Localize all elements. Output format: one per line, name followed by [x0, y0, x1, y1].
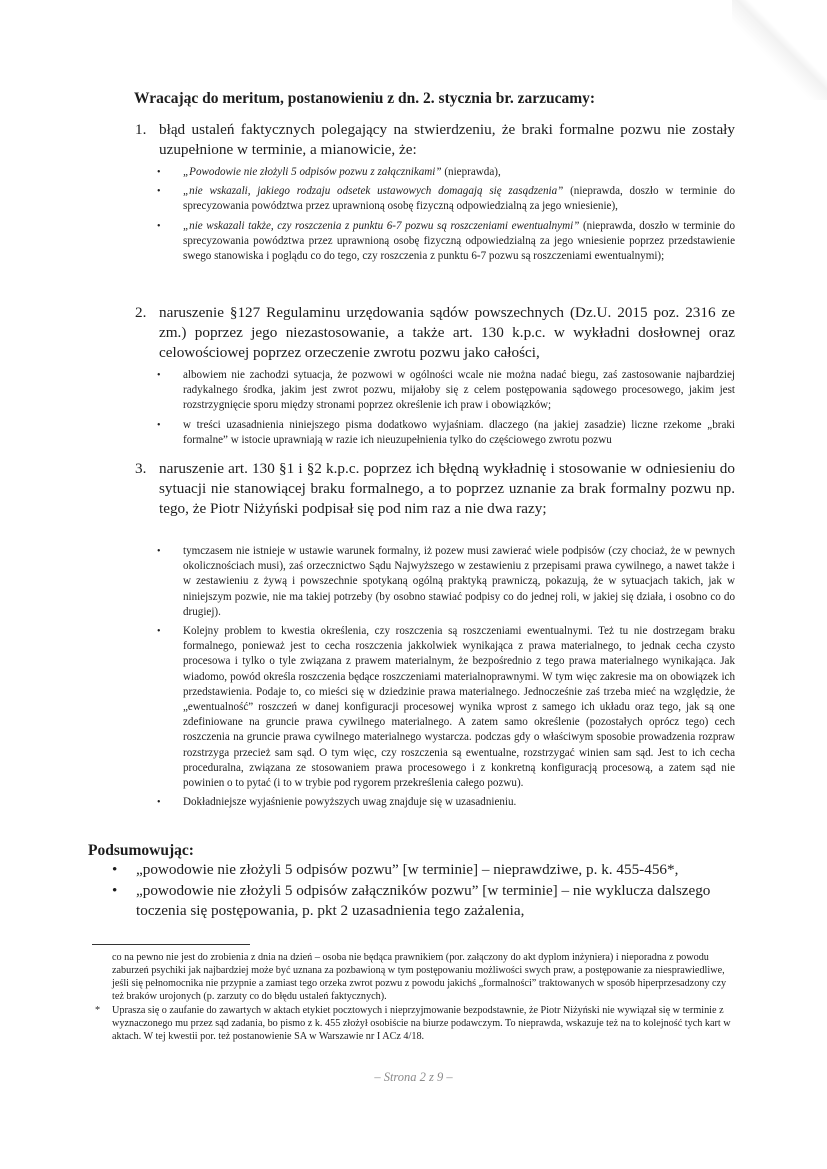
bullet-text: albowiem nie zachodzi sytuacja, że pozwowi w ogólności wcale nie można nadać biegu, zaś zastosowanie najbardziej radykalnego środka, jakim jest zwrot pozwu, mijałoby się z celem postępowania sądowego procesowego, jakim jest rozstrzygnięcie sporu między stronami poprzez określenie ich praw i obowiązków; [183, 369, 735, 412]
summary-list [112, 860, 732, 922]
list-item [157, 418, 735, 448]
bullet-text: w treści uzasadnienia niniejszego pisma dodatkowo wyjaśniam. dlaczego (na jakiej zasadzie) liczne rzekome „braki formalne” w istocie uprawniają w razie ich nieuzupełnienia tylko do częściowego zwrotu pozwu [183, 418, 735, 446]
summary-title: Podsumowując: [88, 842, 194, 859]
item-text: naruszenie §127 Regulaminu urzędowania sądów powszechnych (Dz.U. 2015 poz. 2316 ze zm.) poprzez jego niezastosowanie, a także art. 130 k.p.c. w wykładni dosłownej oraz celowościowej poprzez orzeczenie zwrotu pozwu jako całości, [159, 304, 735, 361]
item-2-bullets [157, 368, 735, 452]
page-number: – Strona 2 z 9 – [374, 1070, 453, 1084]
list-item [112, 860, 732, 880]
list-item [157, 165, 735, 180]
bullet-icon: • [157, 419, 161, 431]
bullet-icon: • [157, 186, 161, 198]
item-3-bullets [157, 544, 735, 814]
footnote-divider [92, 944, 250, 945]
item-number: 1. [135, 121, 147, 138]
list-item [157, 368, 735, 414]
quote-text: „Powodowie nie złożyli 5 odpisów pozwu z załącznikami” [183, 166, 442, 178]
list-item [157, 544, 735, 620]
footnote-1: co na pewno nie jest do zrobienia z dnia na dzień – osoba nie będąca prawnikiem (por. załączony do akt dyplom inżyniera) i nieporadna z powodu zaburzeń psychiki jak najbardziej może być uznana za pozbawioną w tym postępowaniu możliwości swych praw, a postępowanie za niesprawiedliwe, jeśli się pełnomocnika nie przypnie a zamiast tego orzeka zwrot pozwu z powodu jakichś „formalności” traktowanych w sposób hiperprzesadzony czy też braków urojonych (p. zarzuty co do błędu ustaleń faktycznych). [112, 952, 727, 1002]
list-item [157, 624, 735, 791]
list-item [157, 219, 735, 265]
list-item [112, 881, 732, 921]
charge-item-1 [135, 120, 735, 160]
bullet-icon: • [112, 861, 118, 878]
bullet-text: tymczasem nie istnieje w ustawie warunek formalny, iż pozew musi zawierać wiele podpisów (czy chociaż, że w pewnych okolicznościach musi), zaś orzecznictwo Sądu Najwyższego w zestawieniu z przepisami prawa cywilnego, a nawet także i w zestawieniu z żywą i powszechnie spotykaną ogólną praktyką prawniczą, pokazują, że w sytuacjach takich, jak w niniejszym pozwie, nie ma takiej potrzeby (by osobno stawiać podpisy co do jednej roli, w jakiej się działa, i osobno co do drugiej). [183, 545, 735, 618]
bullet-icon: • [112, 882, 118, 899]
footnote-text: Uprasza się o zaufanie do zawartych w aktach etykiet pocztowych i nieprzyjmowanie bezpodstawnie, że Piotr Niżyński nie wywiązał się w terminie z wyznaczonego mu przez sąd zadania, bo pismo z k. 455 złożył osobiście na biurze podawczym. To nieprawda, wskazuje też na to kolejność tych kart w aktach. W tej kwestii por. też postanowienie SA w Warszawie nr I ACz 4/18. [112, 1005, 731, 1042]
summary-text: „powodowie nie złożyli 5 odpisów załączników pozwu” [w terminie] – nie wyklucza dalszego toczenia się postępowania, p. pkt 2 uzasadnienia tego zażalenia, [136, 882, 711, 919]
comment-text: (nieprawda, doszło w terminie do sprecyzowania powództwa przez uprawnioną osobę fizyczną odpowiedzialną za jego wniesienie poprzez przedstawienie swego stanowiska i poglądu co do tego, czy roszczenia z punktu 6-7 pozwu są roszczeniami ewentualnymi); [183, 219, 736, 263]
list-item [157, 795, 735, 810]
charge-item-3 [135, 459, 735, 519]
item-number: 2. [135, 304, 147, 321]
bullet-icon: • [157, 546, 161, 557]
page-corner-fold [732, 0, 827, 100]
bullet-icon: • [157, 220, 161, 232]
quote-text: „nie wskazali, jakiego rodzaju odsetek ustawowych domagają się zasądzenia” [183, 185, 564, 198]
footnote-mark: * [95, 1005, 101, 1016]
comment-text: (nieprawda), [441, 166, 501, 178]
item-number: 3. [135, 460, 147, 477]
summary-text: „powodowie nie złożyli 5 odpisów pozwu” [w terminie] – nieprawdziwe, p. k. 455-456*, [136, 861, 679, 878]
bullet-icon: • [157, 167, 161, 178]
item-text: naruszenie art. 130 §1 i §2 k.p.c. poprzez ich błędną wykładnię i stosowanie w odniesieniu do sytuacji nie stanowiącej braku formalnego, a to poprzez uznanie za brak formalny pozwu np. tego, że Piotr Niżyński podpisał się pod nim raz a nie dwa razy; [159, 460, 735, 517]
comment-text: (nieprawda, doszło w terminie do sprecyzowania powództwa przez uprawnioną osobę fizyczną odpowiedzialną za jego wniesienie), [183, 185, 735, 213]
section-heading: Wracając do meritum, postanowieniu z dn. 2. stycznia br. zarzucamy: [134, 90, 596, 107]
item-text: błąd ustaleń faktycznych polegający na stwierdzeniu, że braki formalne pozwu nie zostały uzupełnione w terminie, a mianowicie, że: [159, 121, 735, 158]
bullet-icon: • [157, 797, 161, 809]
item-1-bullets [157, 165, 735, 268]
bullet-text: Dokładniejsze wyjaśnienie powyższych uwag znajduje się w uzasadnieniu. [183, 796, 517, 809]
list-item [157, 184, 735, 214]
bullet-text: Kolejny problem to kwestia określenia, czy roszczenia są roszczeniami ewentualnymi. Też tu nie dostrzegam braku formalnego, ponieważ jest to cecha roszczenia jakkolwiek wynikająca z prawa materialnego, to jednak cecha czysto procesowa i tylko o tyle związana z prawem materialnym, że bezpośrednio z tego prawa materialnego wynikająca. Jak wiadomo, powód określa roszczenia będące roszczeniami materialnoprawnymi. W tym więc zakresie ma on obowiązek ich przedstawienia. Podaje to, co mieści się w dziedzinie prawa materialnego. Jednocześnie zaś trzeba mieć na względzie, że „ewentualność” roszczeń w danej konfiguracji procesowej wynika wprost z samego ich układu oraz tego, jak są one zdefiniowane na gruncie prawa cywilnego materialnego. A zatem samo określenie (pozostałych oprócz tego) cech roszczenia na gruncie prawa cywilnego materialnego wystarcza. podczas gdy o właściwym sposobie prowadzenia rozpraw rozstrzyga przecież sam sąd. O tym więc, czy roszczenia są ewentualne, rozstrzygać winien sam sąd. Jest to ich cecha proceduralna, związana ze stosowaniem prawa procesowego i z konkretną konfiguracją procesową, a zatem sąd nie powinien o to pytać (i to w trybie pod rygorem przekreślenia całego pozwu). [183, 625, 735, 790]
footnote-2 [95, 1004, 737, 1043]
bullet-icon: • [157, 626, 161, 638]
footnotes [95, 951, 737, 1044]
bullet-icon: • [157, 370, 161, 381]
charge-item-2 [135, 303, 735, 363]
quote-text: „nie wskazali także, czy roszczenia z punktu 6-7 pozwu są roszczeniami ewentualnymi” [183, 219, 580, 232]
